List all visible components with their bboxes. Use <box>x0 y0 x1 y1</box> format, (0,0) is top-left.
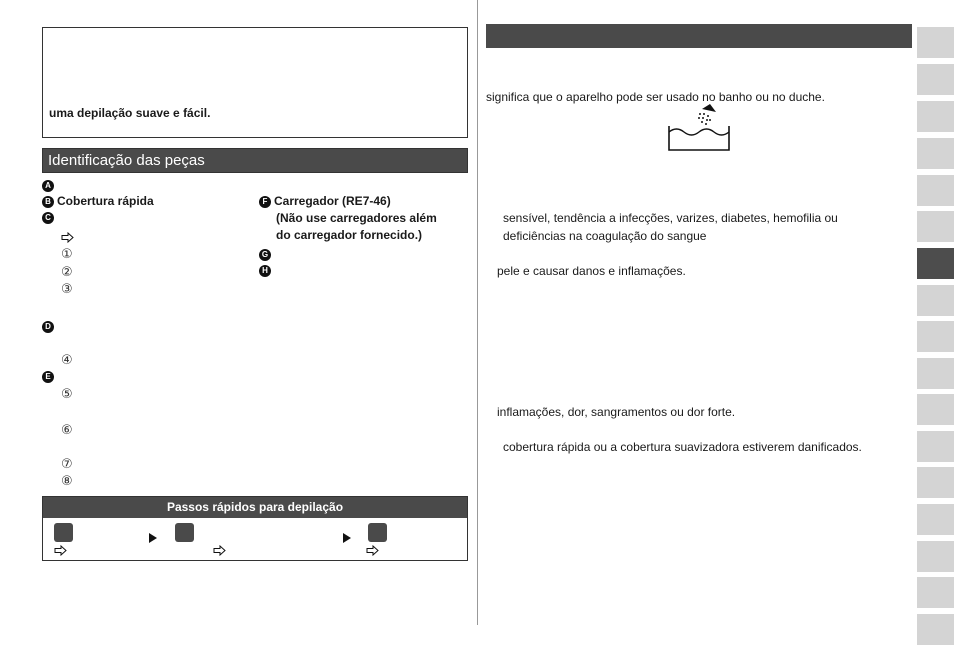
badge-a: A <box>42 180 54 192</box>
bath-usage-text: significa que o aparelho pode ser usado no banho ou no duche. <box>486 90 825 104</box>
num-3: ③ <box>61 282 73 297</box>
badge-g: G <box>259 249 271 261</box>
step-3-marker <box>368 523 387 542</box>
num-8: ⑧ <box>61 474 73 489</box>
side-tab-9[interactable] <box>917 321 954 352</box>
side-tab-5[interactable] <box>917 175 954 206</box>
side-tab-16[interactable] <box>917 577 954 608</box>
quick-steps-box <box>42 496 468 561</box>
side-tab-11[interactable] <box>917 394 954 425</box>
risk-text-4: inflamações, dor, sangramentos ou dor forte. <box>497 405 736 419</box>
risk-text-2: deficiências na coagulação do sangue <box>503 229 707 243</box>
badge-e: E <box>42 371 54 383</box>
side-tab-10[interactable] <box>917 358 954 389</box>
side-tab-14[interactable] <box>917 504 954 535</box>
side-tab-15[interactable] <box>917 541 954 572</box>
risk-text-1: sensível, tendência a infecções, varizes, diabetes, hemofilia ou <box>503 211 838 225</box>
right-section-header <box>486 24 912 48</box>
step-1-marker <box>54 523 73 542</box>
side-tab-8[interactable] <box>917 285 954 316</box>
arrow-right-icon <box>61 232 74 243</box>
side-tab-2[interactable] <box>917 64 954 95</box>
side-tab-4[interactable] <box>917 138 954 169</box>
intro-box <box>42 27 468 138</box>
num-5: ⑤ <box>61 387 73 402</box>
side-tab-13[interactable] <box>917 467 954 498</box>
badge-h: H <box>259 265 271 277</box>
arrow-right-icon <box>213 545 226 556</box>
badge-d: D <box>42 321 54 333</box>
play-triangle-icon <box>343 533 351 543</box>
part-f-note-1: (Não use carregadores além <box>276 211 437 225</box>
num-7: ⑦ <box>61 457 73 472</box>
parts-section-header <box>42 148 468 173</box>
side-tab-12[interactable] <box>917 431 954 462</box>
num-6: ⑥ <box>61 423 73 438</box>
side-tab-1[interactable] <box>917 27 954 58</box>
badge-b: B <box>42 196 54 208</box>
arrow-right-icon <box>366 545 379 556</box>
num-1: ① <box>61 247 73 262</box>
side-tab-17[interactable] <box>917 614 954 645</box>
quick-steps-title: Passos rápidos para depilação <box>43 497 467 518</box>
badge-f: F <box>259 196 271 208</box>
bath-shower-icon <box>666 103 732 153</box>
arrow-right-icon <box>54 545 67 556</box>
num-4: ④ <box>61 353 73 368</box>
parts-section-title: Identificação das peças <box>48 152 205 169</box>
num-2: ② <box>61 265 73 280</box>
step-2-marker <box>175 523 194 542</box>
side-tab-active[interactable] <box>917 248 954 279</box>
side-tab-6[interactable] <box>917 211 954 242</box>
column-divider <box>477 0 478 625</box>
part-f-label: Carregador (RE7-46) <box>274 194 391 208</box>
side-tab-3[interactable] <box>917 101 954 132</box>
risk-text-3: pele e causar danos e inflamações. <box>497 264 686 278</box>
part-f-note-2: do carregador fornecido.) <box>276 228 423 242</box>
play-triangle-icon <box>149 533 157 543</box>
badge-c: C <box>42 212 54 224</box>
part-b-label: Cobertura rápida <box>57 194 154 208</box>
risk-text-5: cobertura rápida ou a cobertura suavizadora estiverem danificados. <box>503 440 862 454</box>
intro-text: uma depilação suave e fácil. <box>49 106 211 120</box>
